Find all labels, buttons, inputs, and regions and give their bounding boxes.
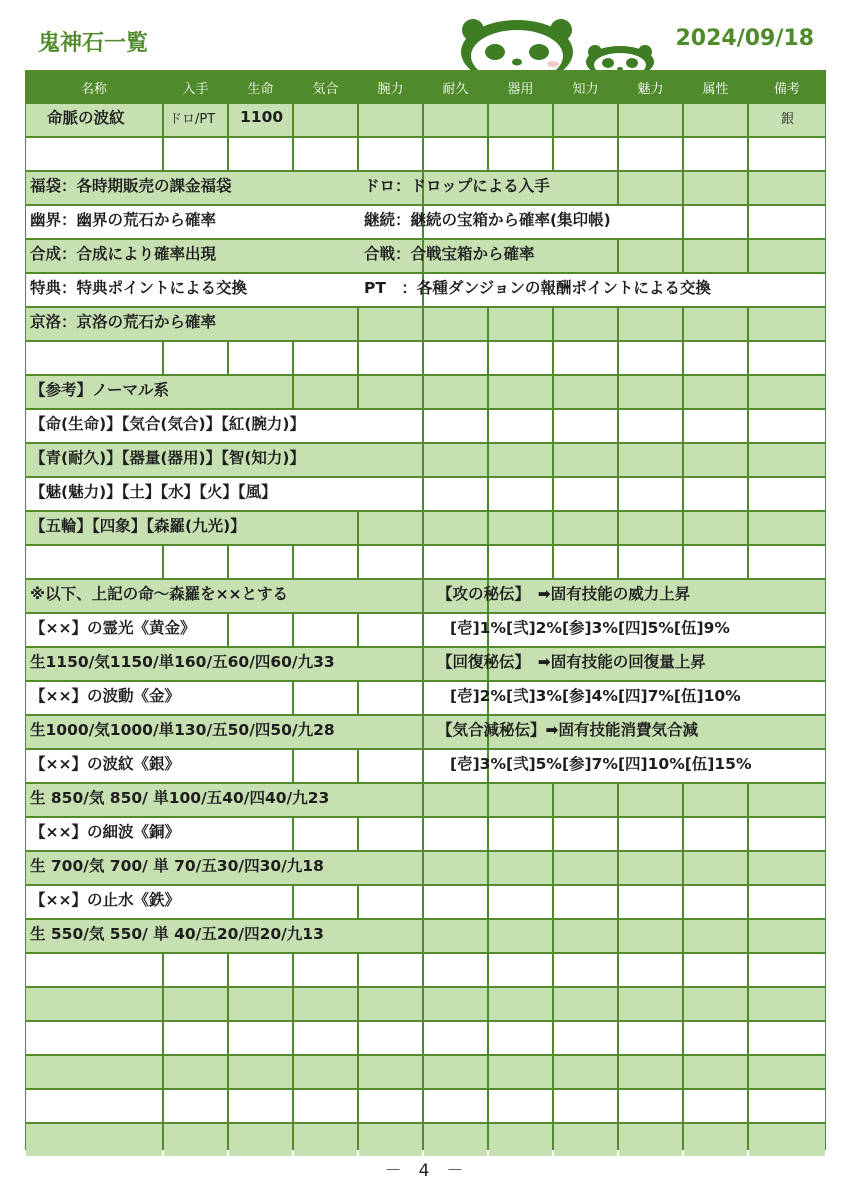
col-header-attribute: 属性 — [702, 81, 729, 97]
table-cell — [749, 886, 825, 918]
table-cell — [684, 954, 747, 986]
table-cell — [619, 920, 682, 952]
table-cell — [684, 1090, 747, 1122]
table-cell — [424, 410, 487, 442]
table-cell — [26, 138, 162, 170]
table-cell — [424, 1022, 487, 1054]
table-cell — [684, 104, 747, 136]
table-cell — [749, 410, 825, 442]
col-header-hp: 生命 — [247, 81, 274, 97]
table-cell — [489, 1124, 552, 1156]
table-cell — [554, 512, 617, 544]
table-cell — [359, 1090, 422, 1122]
table-cell — [164, 1124, 227, 1156]
table-cell — [229, 342, 292, 374]
page-number: － 4 － — [384, 1161, 464, 1181]
table-cell — [684, 920, 747, 952]
table-cell — [554, 920, 617, 952]
table-cell — [554, 784, 617, 816]
table-cell — [684, 546, 747, 578]
table-cell — [619, 852, 682, 884]
table-cell — [424, 920, 487, 952]
panda-mascot-icon — [455, 18, 655, 74]
table-cell — [554, 1090, 617, 1122]
table-cell — [26, 1124, 162, 1156]
table-cell — [229, 988, 292, 1020]
col-header-note: 備考 — [773, 81, 800, 97]
table-cell — [619, 1056, 682, 1088]
table-cell — [294, 376, 357, 408]
table-cell — [619, 818, 682, 850]
table-cell — [26, 1056, 162, 1088]
table-cell — [554, 478, 617, 510]
table-cell — [489, 954, 552, 986]
tier-stats: 生 700/気 700/ 単 70/五30/四30/九18 — [30, 857, 324, 875]
table-cell — [554, 988, 617, 1020]
hiden-values: [壱]1%[弐]2%[参]3%[四]5%[伍]9% — [450, 619, 730, 637]
table-cell — [489, 342, 552, 374]
tier-name: 【××】の霊光《黄金》 — [30, 619, 196, 637]
col-header-source: 入手 — [182, 81, 209, 97]
table-cell — [489, 512, 552, 544]
table-cell — [684, 818, 747, 850]
table-cell — [554, 138, 617, 170]
table-cell — [424, 852, 487, 884]
table-cell — [489, 920, 552, 952]
table-cell — [554, 852, 617, 884]
table-cell — [229, 614, 292, 646]
table-cell — [294, 818, 357, 850]
table-cell — [684, 1022, 747, 1054]
table-cell — [619, 512, 682, 544]
table-cell — [424, 444, 487, 476]
page-title: 鬼神石一覧 — [38, 31, 149, 56]
table-cell — [619, 308, 682, 340]
table-cell — [554, 1056, 617, 1088]
table-cell — [294, 546, 357, 578]
table-cell — [294, 138, 357, 170]
table-cell — [359, 1056, 422, 1088]
table-cell — [489, 308, 552, 340]
table-cell — [229, 1090, 292, 1122]
row1-hp: 1100 — [240, 108, 284, 126]
table-cell — [294, 614, 357, 646]
table-cell — [619, 444, 682, 476]
table-cell — [684, 240, 747, 272]
table-cell — [749, 512, 825, 544]
reference-heading: 【参考】ノーマル系 — [30, 381, 170, 399]
table-cell — [684, 410, 747, 442]
table-cell — [424, 376, 487, 408]
table-cell — [359, 750, 422, 782]
legend-gosei: 合成：合成により確率出現 — [30, 245, 217, 263]
tier-stats: 生 850/気 850/ 単100/五40/四40/九23 — [30, 789, 330, 807]
tier-name: 【××】の細波《銅》 — [30, 823, 180, 841]
table-cell — [294, 1022, 357, 1054]
table-cell — [294, 1090, 357, 1122]
table-cell — [229, 546, 292, 578]
table-cell — [554, 1124, 617, 1156]
table-cell — [424, 104, 487, 136]
table-cell — [554, 376, 617, 408]
table-cell — [684, 988, 747, 1020]
reference-line: 【五輪】【四象】【森羅(九光)】 — [30, 517, 246, 535]
table-cell — [489, 1056, 552, 1088]
table-cell — [229, 138, 292, 170]
table-cell — [619, 1022, 682, 1054]
table-cell — [749, 1090, 825, 1122]
col-header-strength: 腕力 — [377, 81, 404, 97]
table-cell — [619, 886, 682, 918]
table-cell — [554, 410, 617, 442]
table-cell — [749, 1056, 825, 1088]
table-cell — [749, 546, 825, 578]
table-cell — [489, 1022, 552, 1054]
table-cell — [684, 784, 747, 816]
table-cell — [359, 104, 422, 136]
table-cell — [749, 138, 825, 170]
legend-drop: ドロ：ドロップによる入手 — [364, 177, 550, 195]
table-cell — [359, 954, 422, 986]
table-cell — [489, 478, 552, 510]
date-label: 2024/09/18 — [675, 26, 814, 51]
legend-pt: PT ：各種ダンジョンの報酬ポイントによる交換 — [364, 279, 711, 297]
table-cell — [424, 478, 487, 510]
table-cell — [359, 546, 422, 578]
table-cell — [619, 988, 682, 1020]
table-cell — [684, 342, 747, 374]
table-cell — [359, 614, 422, 646]
table-cell — [684, 852, 747, 884]
table-cell — [619, 240, 682, 272]
note-line: ※以下、上記の命～森羅を××とする — [30, 585, 289, 603]
table-cell — [424, 308, 487, 340]
table-cell — [749, 172, 825, 204]
table-cell — [229, 1022, 292, 1054]
table-cell — [26, 1022, 162, 1054]
table-cell — [359, 342, 422, 374]
col-header-endurance: 耐久 — [442, 81, 469, 97]
table-cell — [619, 410, 682, 442]
table-cell — [554, 546, 617, 578]
table-cell — [554, 1022, 617, 1054]
legend-yukai: 幽界：幽界の荒石から確率 — [30, 211, 217, 229]
table-cell — [359, 138, 422, 170]
table-cell — [554, 886, 617, 918]
table-cell — [684, 886, 747, 918]
table-cell — [619, 1090, 682, 1122]
table-cell — [749, 444, 825, 476]
table-cell — [749, 954, 825, 986]
legend-tokuten: 特典：特典ポイントによる交換 — [30, 279, 248, 297]
table-cell — [294, 682, 357, 714]
col-header-charm: 魅力 — [637, 81, 664, 97]
table-cell — [684, 172, 747, 204]
table-cell — [489, 546, 552, 578]
table-cell — [684, 376, 747, 408]
table-cell — [684, 444, 747, 476]
table-cell — [489, 376, 552, 408]
tier-stats: 生1150/気1150/単160/五60/四60/九33 — [30, 653, 335, 671]
table-cell — [749, 920, 825, 952]
table-cell — [684, 308, 747, 340]
table-cell — [294, 954, 357, 986]
col-header-dexterity: 器用 — [507, 81, 534, 97]
table-cell — [684, 138, 747, 170]
table-cell — [489, 138, 552, 170]
table-cell — [294, 1124, 357, 1156]
table-cell — [749, 376, 825, 408]
table-cell — [554, 342, 617, 374]
table-cell — [359, 1022, 422, 1054]
table-cell — [749, 478, 825, 510]
table-cell — [489, 444, 552, 476]
table-cell — [619, 342, 682, 374]
table-cell — [684, 1124, 747, 1156]
table-cell — [229, 1056, 292, 1088]
table-cell — [554, 818, 617, 850]
table-cell — [359, 376, 422, 408]
table-cell — [749, 308, 825, 340]
table-cell — [489, 886, 552, 918]
table-cell — [684, 1056, 747, 1088]
row1-source: ドロ/PT — [169, 111, 216, 127]
table-cell — [164, 954, 227, 986]
table-cell — [619, 954, 682, 986]
table-cell — [359, 886, 422, 918]
table-cell — [424, 988, 487, 1020]
table-cell — [684, 206, 747, 238]
table-cell — [489, 818, 552, 850]
table-cell — [489, 988, 552, 1020]
row1-name: 命脈の波紋 — [47, 109, 125, 127]
table-cell — [749, 852, 825, 884]
reference-line: 【魅(魅力)】【土】【水】【火】【風】 — [30, 483, 277, 501]
table-cell — [229, 1124, 292, 1156]
tier-stats: 生 550/気 550/ 単 40/五20/四20/九13 — [30, 925, 324, 943]
hiden-values: [壱]2%[弐]3%[参]4%[四]7%[伍]10% — [450, 687, 741, 705]
hiden-title: 【気合減秘伝】➡固有技能消費気合減 — [437, 721, 698, 739]
table-cell — [749, 240, 825, 272]
table-cell — [619, 376, 682, 408]
col-header-spirit: 気合 — [312, 81, 339, 97]
col-header-name: 名称 — [80, 81, 107, 97]
table-cell — [359, 818, 422, 850]
col-header-intelligence: 知力 — [572, 81, 599, 97]
legend-kyoraku: 京洛：京洛の荒石から確率 — [30, 313, 217, 331]
table-cell — [359, 988, 422, 1020]
table-cell — [424, 1090, 487, 1122]
tier-name: 【××】の止水《鉄》 — [30, 891, 180, 909]
table-cell — [489, 104, 552, 136]
tier-name: 【××】の波紋《銀》 — [30, 755, 180, 773]
table-cell — [749, 988, 825, 1020]
table-cell — [294, 342, 357, 374]
table-cell — [359, 1124, 422, 1156]
table-cell — [749, 206, 825, 238]
table-cell — [229, 954, 292, 986]
table-cell — [359, 512, 422, 544]
table-cell — [294, 750, 357, 782]
table-cell — [164, 138, 227, 170]
table-cell — [359, 308, 422, 340]
table-cell — [26, 988, 162, 1020]
hiden-title: 【回復秘伝】 ➡固有技能の回復量上昇 — [437, 653, 706, 671]
table-cell — [164, 988, 227, 1020]
table-cell — [424, 1124, 487, 1156]
table-cell — [424, 546, 487, 578]
table-cell — [164, 342, 227, 374]
table-cell — [684, 512, 747, 544]
table-cell — [619, 478, 682, 510]
table-cell — [424, 342, 487, 374]
table-cell — [619, 546, 682, 578]
table-cell — [749, 1124, 825, 1156]
table-cell — [619, 172, 682, 204]
table-cell — [489, 410, 552, 442]
table-cell — [749, 342, 825, 374]
table-cell — [424, 886, 487, 918]
table-cell — [164, 1090, 227, 1122]
legend-keizoku: 継続：継続の宝箱から確率(集印帳) — [364, 211, 611, 229]
table-cell — [424, 784, 487, 816]
table-cell — [619, 138, 682, 170]
table-cell — [164, 1056, 227, 1088]
table-cell — [424, 1056, 487, 1088]
hiden-values: [壱]3%[弐]5%[参]7%[四]10%[伍]15% — [450, 755, 752, 773]
table-cell — [489, 784, 552, 816]
table-cell — [164, 1022, 227, 1054]
table-cell — [26, 342, 162, 374]
table-cell — [554, 954, 617, 986]
table-cell — [554, 104, 617, 136]
table-cell — [294, 886, 357, 918]
table-cell — [424, 512, 487, 544]
table-cell — [26, 954, 162, 986]
legend-gassen: 合戦：合戦宝箱から確率 — [364, 245, 535, 263]
table-cell — [619, 1124, 682, 1156]
table-cell — [489, 852, 552, 884]
table-cell — [619, 104, 682, 136]
tier-stats: 生1000/気1000/単130/五50/四50/九28 — [30, 721, 335, 739]
table-cell — [424, 954, 487, 986]
table-cell — [294, 1056, 357, 1088]
table-cell — [554, 308, 617, 340]
table-cell — [619, 784, 682, 816]
hiden-title: 【攻の秘伝】 ➡固有技能の威力上昇 — [437, 585, 691, 603]
table-cell — [749, 1022, 825, 1054]
table-cell — [684, 478, 747, 510]
table-cell — [749, 784, 825, 816]
reference-line: 【命(生命)】【気合(気合)】【紅(腕力)】 — [30, 415, 306, 433]
table-cell — [359, 682, 422, 714]
table-cell — [26, 1090, 162, 1122]
table-cell — [164, 546, 227, 578]
table-cell — [749, 818, 825, 850]
table-cell — [294, 104, 357, 136]
table-cell — [554, 444, 617, 476]
table-cell — [294, 988, 357, 1020]
table-cell — [424, 138, 487, 170]
row1-note: 銀 — [781, 111, 795, 127]
table-cell — [489, 1090, 552, 1122]
tier-name: 【××】の波動《金》 — [30, 687, 180, 705]
legend-fukubukuro: 福袋：各時期販売の課金福袋 — [30, 177, 232, 195]
reference-line: 【青(耐久)】【器量(器用)】【智(知力)】 — [30, 449, 306, 467]
table-cell — [424, 818, 487, 850]
table-cell — [26, 546, 162, 578]
